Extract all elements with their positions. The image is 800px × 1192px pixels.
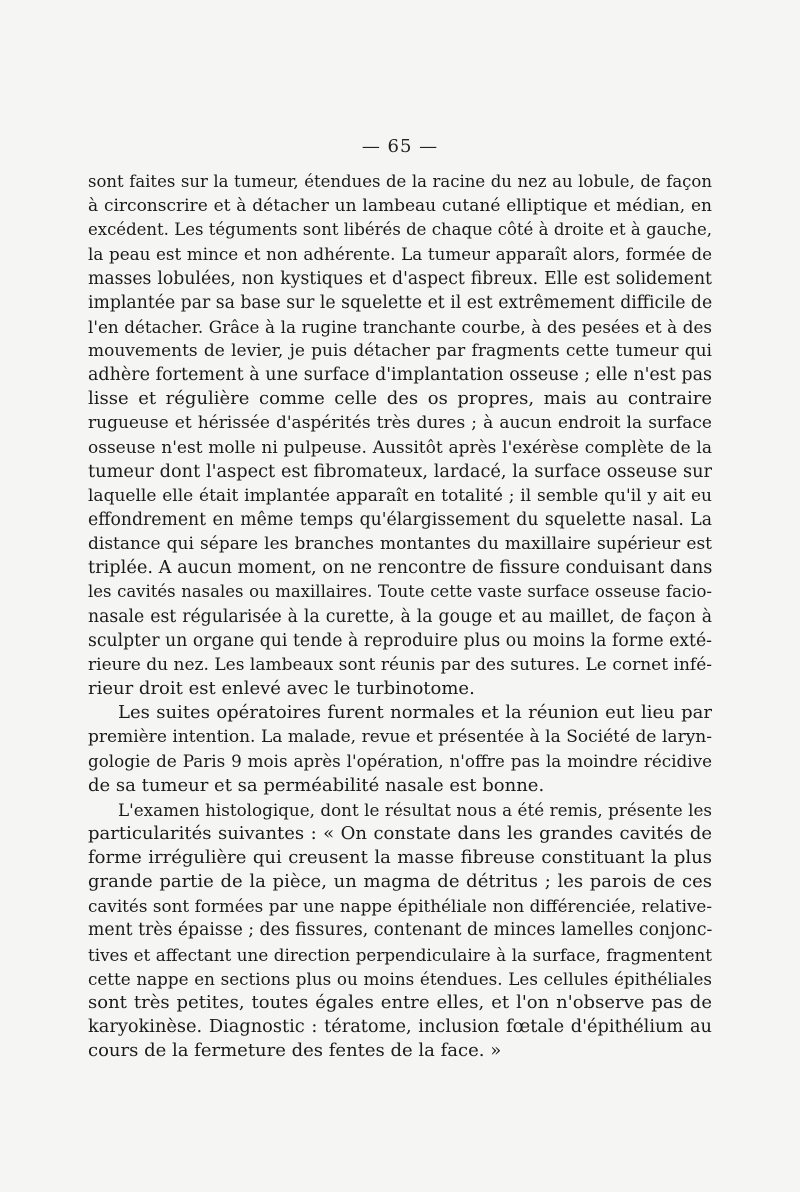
text-line: sont faites sur la tumeur, étendues de la racine du nez au lobule, de façon <box>88 172 712 191</box>
text-line: lisse et régulière comme celle des os propres, mais au contraire <box>88 388 712 410</box>
text-line: les cavités nasales ou maxillaires. Toute cette vaste surface osseuse facio- <box>88 582 712 602</box>
text-line: tives et affectant une direction perpendiculaire à la surface, fragmentent <box>88 944 712 965</box>
text-line: gologie de Paris 9 mois après l'opération, n'offre pas la moindre récidive <box>88 751 712 772</box>
text-line: nasale est régularisée à la curette, à la gouge et au maillet, de façon à <box>88 606 712 627</box>
text-line: rieur droit est enlevé avec le turbinotome. <box>88 677 475 699</box>
text-line: distance qui sépare les branches montantes du maxillaire supérieur est <box>88 534 712 555</box>
text-line: effondrement en même temps qu'élargissement du squelette nasal. La <box>88 509 712 530</box>
text-line: cavités sont formées par une nappe épithéliale non différenciée, relative- <box>88 896 712 917</box>
body-text <box>88 170 712 1063</box>
text-line: L'examen histologique, dont le résultat nous a été remis, présente les <box>118 799 712 820</box>
text-line: tumeur dont l'aspect est fibromateux, lardacé, la surface osseuse sur <box>88 461 712 482</box>
text-line: grande partie de la pièce, un magma de détritus ; les parois de ces <box>88 871 712 893</box>
text-line: masses lobulées, non kystiques et d'aspect fibreux. Elle est solidement <box>88 268 712 289</box>
text-line: osseuse n'est molle ni pulpeuse. Aussitôt après l'exérèse complète de la <box>88 437 712 458</box>
text-line: mouvements de levier, je puis détacher par fragments cette tumeur qui <box>88 340 712 361</box>
text-line: particularités suivantes : « On constate dans les grandes cavités de <box>88 822 712 844</box>
text-line: cette nappe en sections plus ou moins étendues. Les cellules épithéliales <box>88 968 712 989</box>
text-line: adhère fortement à une surface d'implantation osseuse ; elle n'est pas <box>88 365 712 386</box>
text-line: sont très petites, toutes égales entre elles, et l'on n'observe pas de <box>88 991 712 1013</box>
text-line: sculpter un organe qui tende à reproduire plus ou moins la forme exté- <box>88 630 712 651</box>
text-line: rugueuse et hérissée d'aspérités très dures ; à aucun endroit la surface <box>88 413 712 434</box>
text-line: Les suites opératoires furent normales et la réunion eut lieu par <box>118 702 712 724</box>
text-line: à circonscrire et à détacher un lambeau cutané elliptique et médian, en <box>88 196 712 217</box>
text-line: implantée par sa base sur le squelette et il est extrêmement difficile de <box>88 292 712 313</box>
text-line: de sa tumeur et sa perméabilité nasale est bonne. <box>88 774 545 796</box>
page-number: — 65 — <box>361 136 439 157</box>
text-line: ment très épaisse ; des fissures, contenant de minces lamelles conjonc- <box>88 920 712 941</box>
text-line: première intention. La malade, revue et présentée à la Société de laryn- <box>88 727 712 748</box>
text-line: laquelle elle était implantée apparaît en totalité ; il semble qu'il y ait eu <box>88 485 712 506</box>
text-line: cours de la fermeture des fentes de la face. » <box>88 1040 502 1062</box>
text-line: forme irrégulière qui creusent la masse fibreuse constituant la plus <box>88 846 712 868</box>
text-line: triplée. A aucun moment, on ne rencontre de fissure conduisant dans <box>88 558 712 579</box>
text-line: rieure du nez. Les lambeaux sont réunis par des sutures. Le cornet infé- <box>88 654 712 675</box>
text-line: karyokinèse. Diagnostic : tératome, inclusion fœtale d'épithélium au <box>88 1016 712 1037</box>
text-line: la peau est mince et non adhérente. La tumeur apparaît alors, formée de <box>88 244 712 265</box>
text-line: excédent. Les téguments sont libérés de chaque côté à droite et à gauche, <box>88 220 712 240</box>
text-line: l'en détacher. Grâce à la rugine tranchante courbe, à des pesées et à des <box>88 316 712 337</box>
